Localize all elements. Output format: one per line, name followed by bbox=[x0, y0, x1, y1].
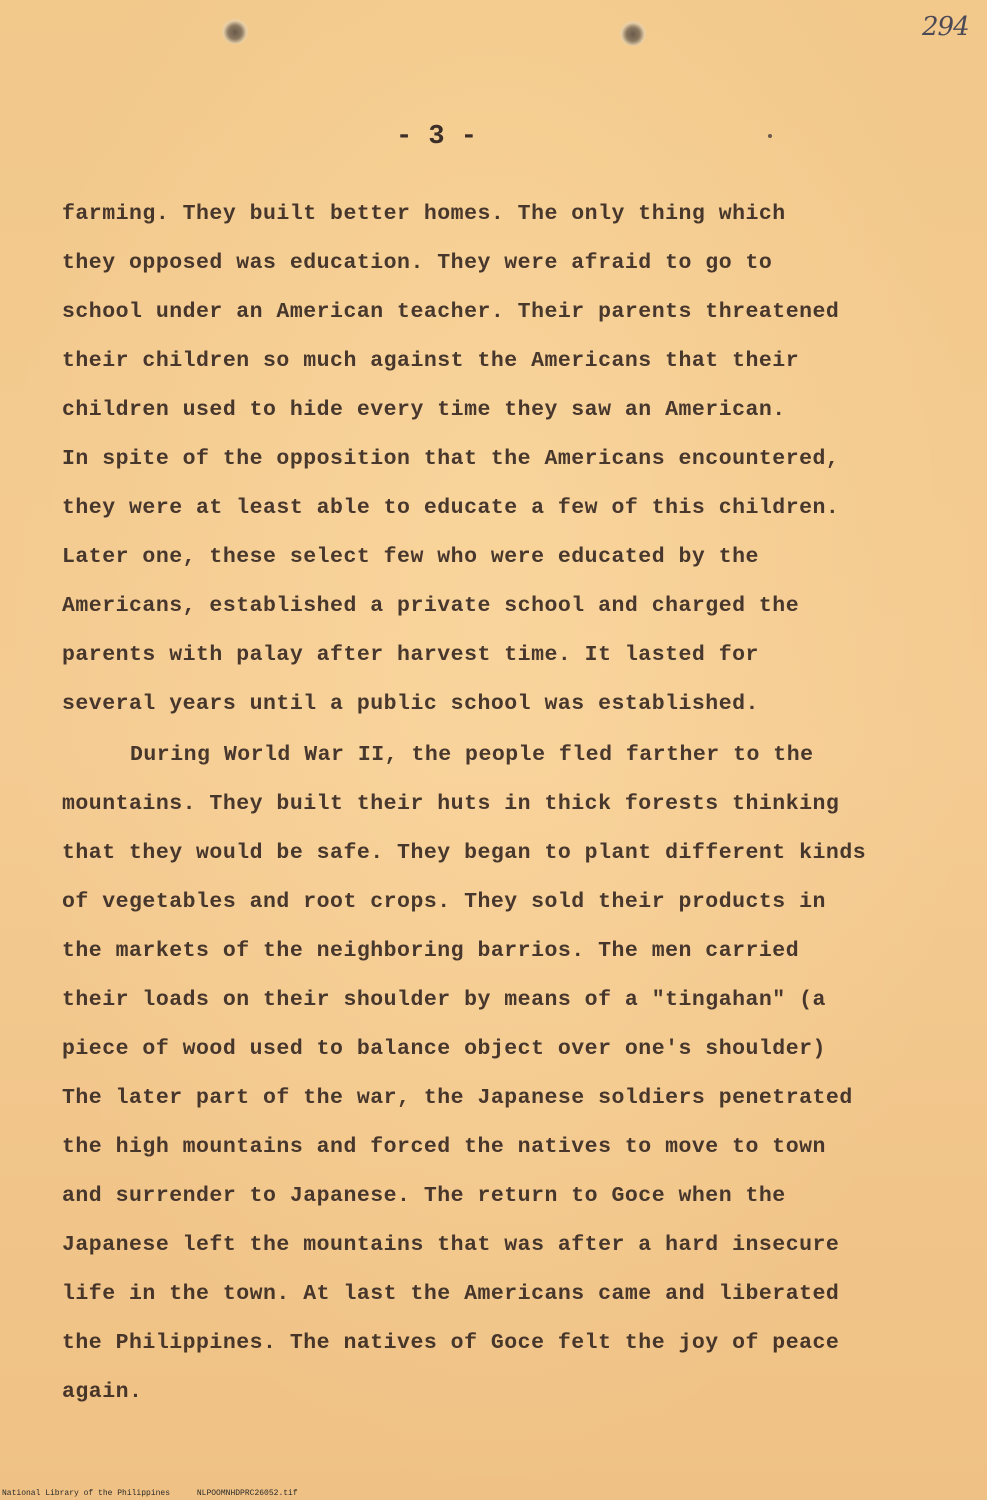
text-line: farming. They built better homes. The only thing which bbox=[62, 202, 786, 226]
text-line: piece of wood used to balance object over one's shoulder) bbox=[62, 1037, 826, 1061]
text-line: that they would be safe. They began to plant different kinds bbox=[62, 841, 867, 865]
punch-hole-right bbox=[620, 20, 646, 46]
text-line: and surrender to Japanese. The return to Goce when the bbox=[62, 1184, 786, 1208]
text-line: Americans, established a private school and charged the bbox=[62, 594, 800, 618]
text-line: the Philippines. The natives of Goce felt the joy of peace bbox=[62, 1331, 840, 1355]
page-number: - 3 - bbox=[396, 122, 478, 152]
text-line: they opposed was education. They were afraid to go to bbox=[62, 251, 773, 275]
scan-footer bbox=[2, 1489, 298, 1498]
text-line: parents with palay after harvest time. It lasted for bbox=[62, 643, 759, 667]
body-text bbox=[62, 190, 947, 1417]
text-line: several years until a public school was established. bbox=[62, 692, 759, 716]
ink-speck bbox=[768, 134, 772, 138]
library-credit: National Library of the Philippines bbox=[2, 1489, 171, 1498]
text-line: mountains. They built their huts in thick forests thinking bbox=[62, 792, 840, 816]
paragraph-start-line: During World War II, the people fled farther to the bbox=[130, 743, 814, 767]
text-line: Japanese left the mountains that was after a hard insecure bbox=[62, 1233, 840, 1257]
text-line: The later part of the war, the Japanese soldiers penetrated bbox=[62, 1086, 853, 1110]
text-line: they were at least able to educate a few of this children. bbox=[62, 496, 840, 520]
text-line: their loads on their shoulder by means of a "tingahan" (a bbox=[62, 988, 826, 1012]
punch-hole-left bbox=[222, 18, 248, 44]
folio-number: 294 bbox=[922, 12, 969, 42]
text-line: again. bbox=[62, 1380, 143, 1404]
text-line: the high mountains and forced the natives to move to town bbox=[62, 1135, 826, 1159]
text-line: the markets of the neighboring barrios. The men carried bbox=[62, 939, 800, 963]
text-line: of vegetables and root crops. They sold their products in bbox=[62, 890, 826, 914]
file-identifier: NLPOOMNHDPRC26052.tif bbox=[196, 1489, 298, 1498]
text-line: school under an American teacher. Their parents threatened bbox=[62, 300, 840, 324]
text-line: life in the town. At last the Americans came and liberated bbox=[62, 1282, 840, 1306]
text-line: Later one, these select few who were educated by the bbox=[62, 545, 759, 569]
text-line: children used to hide every time they saw an American. bbox=[62, 398, 786, 422]
text-line: their children so much against the Americans that their bbox=[62, 349, 800, 373]
text-line: In spite of the opposition that the Americans encountered, bbox=[62, 447, 840, 471]
